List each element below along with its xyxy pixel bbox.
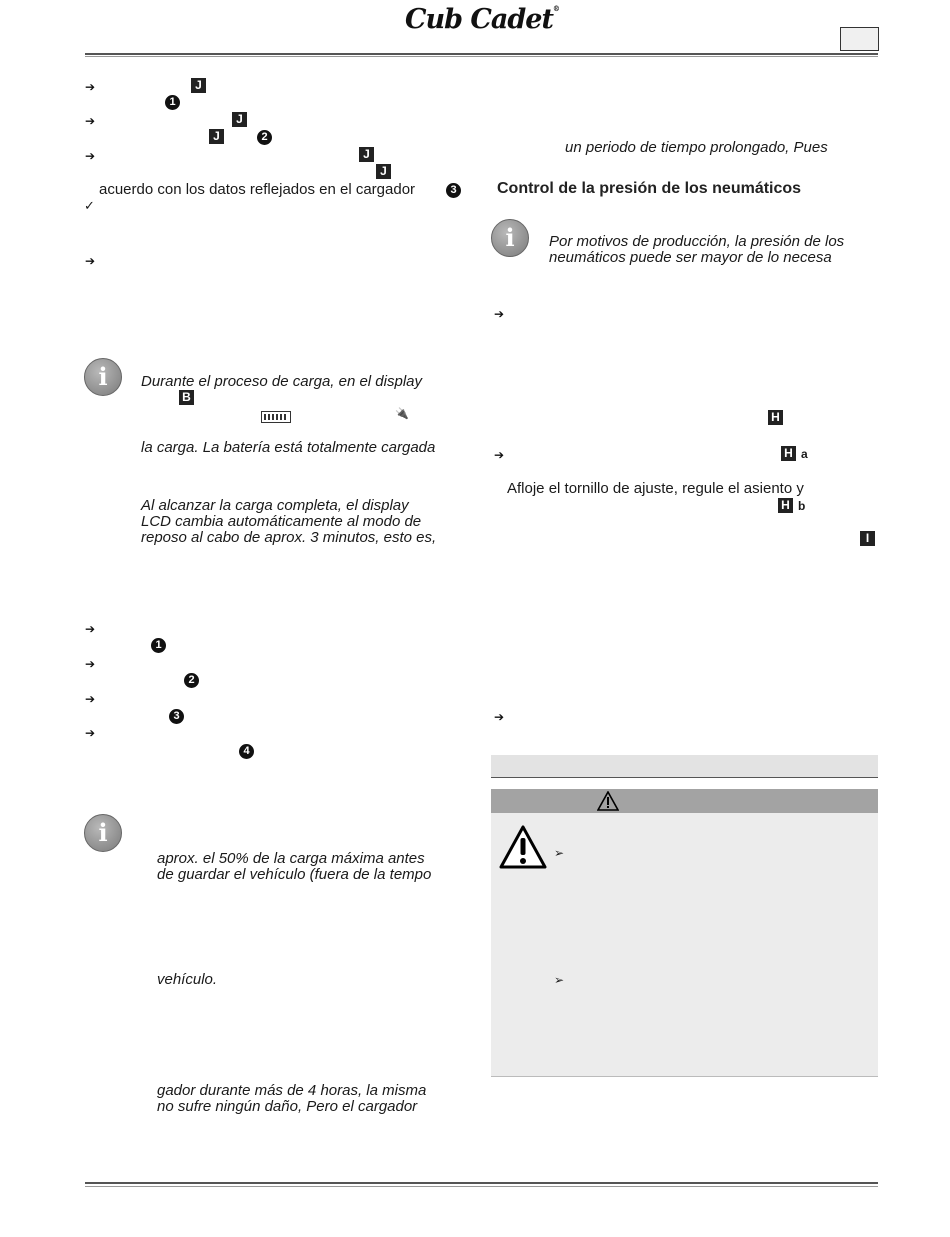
- arrow-icon: ➔: [494, 710, 505, 724]
- sub-ref-a: a: [801, 447, 808, 461]
- arrow-icon: ➔: [85, 114, 96, 128]
- plug-icon: 🔌: [395, 408, 409, 420]
- language-code-box: [840, 27, 879, 51]
- note-line: LCD cambia automáticamente al modo de: [141, 513, 422, 530]
- warning-triangle-icon: [498, 824, 548, 870]
- note-line: gador durante más de 4 horas, la misma: [157, 1082, 427, 1099]
- figure-ref-h: H: [768, 410, 783, 425]
- arrow-icon: ➔: [494, 448, 505, 462]
- section-heading-tire-pressure: Control de la presión de los neumáticos: [497, 180, 802, 197]
- figure-ref-j: J: [359, 147, 374, 162]
- warning-box: [491, 813, 878, 1077]
- footer-rule-thin: [85, 1186, 878, 1187]
- note-line: aprox. el 50% de la carga máxima antes: [157, 850, 425, 867]
- seat-adjust-text: Afloje el tornillo de ajuste, regule el asiento y: [507, 480, 804, 497]
- step-number-1: 1: [165, 95, 180, 110]
- sub-ref-b: b: [798, 499, 806, 513]
- header-rule: [85, 53, 878, 55]
- logo-text: Cub Cadet: [405, 4, 553, 35]
- info-icon: i: [84, 814, 122, 852]
- note-tire-pressure: [549, 234, 844, 266]
- note-charger-hours: [157, 1083, 426, 1115]
- bullet-triangle-icon: ➢: [554, 973, 565, 987]
- step-number-1: 1: [151, 638, 166, 653]
- step-number-4: 4: [239, 744, 254, 759]
- arrow-icon: ➔: [85, 657, 96, 671]
- info-icon: i: [491, 219, 529, 257]
- note-charging-display: Durante el proceso de carga, en el display: [141, 373, 423, 390]
- warning-small-icon: [597, 791, 619, 811]
- battery-icon: [261, 411, 291, 423]
- arrow-icon: ➔: [85, 726, 96, 740]
- figure-ref-j: J: [191, 78, 206, 93]
- check-icon: ✓: [84, 198, 95, 213]
- step-number-3: 3: [446, 183, 461, 198]
- note-storage-charge: [157, 851, 431, 883]
- figure-ref-h: H: [778, 498, 793, 513]
- note-vehicle: vehículo.: [157, 971, 218, 988]
- logo-registered-mark: ®: [552, 4, 559, 13]
- note-line: no sufre ningún daño, Pero el cargador: [157, 1098, 418, 1115]
- note-charge-complete: la carga. La batería está totalmente cargada: [141, 439, 436, 456]
- note-line: neumáticos puede ser mayor de lo necesa: [549, 249, 832, 266]
- bullet-triangle-icon: ➢: [554, 846, 565, 860]
- figure-ref-h: H: [781, 446, 796, 461]
- note-lcd-standby: [141, 498, 436, 546]
- note-line: reposo al cabo de aprox. 3 minutos, esto es,: [141, 529, 437, 546]
- footer-rule: [85, 1182, 878, 1184]
- figure-ref-j: J: [209, 129, 224, 144]
- step-number-3: 3: [169, 709, 184, 724]
- arrow-icon: ➔: [494, 307, 505, 321]
- figure-ref-b: B: [179, 390, 194, 405]
- storage-period-text: un periodo de tiempo prolongado, Pues: [565, 139, 828, 156]
- figure-ref-j: J: [232, 112, 247, 127]
- arrow-icon: ➔: [85, 692, 96, 706]
- step-number-2: 2: [257, 130, 272, 145]
- arrow-icon: ➔: [85, 149, 96, 163]
- warning-header: [491, 789, 878, 813]
- info-icon: i: [84, 358, 122, 396]
- header-rule-thin: [85, 56, 878, 57]
- note-line: de guardar el vehículo (fuera de la tempo: [157, 866, 432, 883]
- figure-ref-i: I: [860, 531, 875, 546]
- section-band: [491, 755, 878, 778]
- charger-data-text: acuerdo con los datos reflejados en el cargador: [99, 181, 416, 198]
- arrow-icon: ➔: [85, 254, 96, 268]
- arrow-icon: ➔: [85, 622, 96, 636]
- arrow-icon: ➔: [85, 80, 96, 94]
- cub-cadet-logo: [405, 4, 559, 35]
- note-line: Al alcanzar la carga completa, el display: [141, 497, 409, 514]
- note-line: Por motivos de producción, la presión de los: [549, 233, 845, 250]
- step-number-2: 2: [184, 673, 199, 688]
- figure-ref-j: J: [376, 164, 391, 179]
